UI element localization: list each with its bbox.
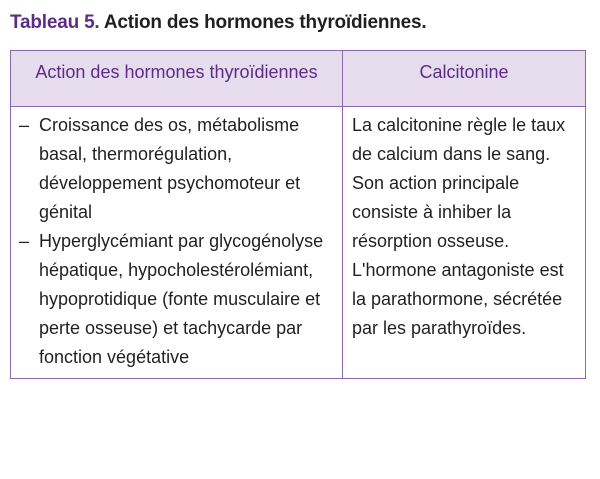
list-item-text: Hyperglycémiant par glycogénolyse hépatique, hypocholestérolémiant, hypoprotidique (fonte musculaire et perte osseuse) et tachycarde par fonction végétative	[39, 231, 324, 367]
table-row	[11, 107, 586, 379]
list-item-text: Croissance des os, métabolisme basal, thermorégulation, développement psychomoteur et génital	[39, 115, 301, 222]
dash-bullet: –	[19, 231, 30, 251]
caption-title: Action des hormones thyroïdiennes.	[103, 12, 427, 33]
thyroid-action-cell	[11, 107, 343, 379]
calcitonine-cell: La calcitonine règle le taux de calcium dans le sang. Son action principale consiste à inhiber la résorption osseuse. L'hormone antagoniste est la parathormone, sécrétée par les parathyroïdes.	[343, 107, 586, 379]
dash-bullet: –	[19, 115, 30, 135]
thyroid-action-list	[19, 111, 334, 372]
table-header-row	[11, 51, 586, 107]
hormone-table	[10, 50, 586, 379]
list-item	[19, 227, 334, 372]
table-caption	[10, 12, 426, 34]
header-thyroid-action: Action des hormones thyroïdiennes	[11, 51, 343, 107]
caption-label: Tableau 5.	[10, 12, 100, 33]
list-item	[19, 111, 334, 227]
header-calcitonine: Calcitonine	[343, 51, 586, 107]
